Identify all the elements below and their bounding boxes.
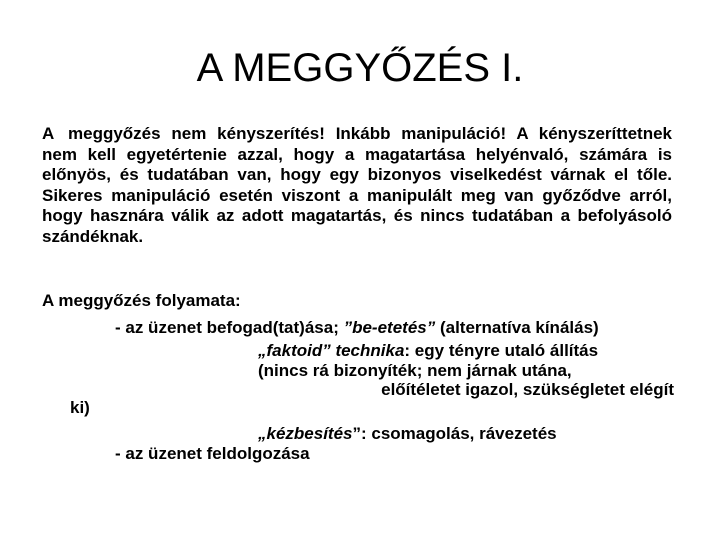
- paragraph-lead: A: [42, 124, 55, 143]
- delivery-line: [258, 424, 557, 444]
- step1-italic: ”be-etetés”: [343, 318, 436, 337]
- factoid-italic: „faktoid” technika: [258, 341, 405, 360]
- step1-prefix: - az üzenet befogad(tat)ása;: [115, 318, 344, 337]
- slide-title: A MEGGYŐZÉS I.: [196, 46, 524, 90]
- delivery-rest: ”: csomagolás, rávezetés: [352, 424, 557, 443]
- process-step-1: [115, 318, 599, 338]
- step1-suffix: (alternatíva kínálás): [435, 318, 599, 337]
- factoid-line-2: (nincs rá bizonyíték; nem járnak utána,: [258, 361, 572, 380]
- factoid-line-4: ki): [70, 398, 90, 417]
- delivery-italic: „kézbesítés: [258, 424, 353, 443]
- intro-paragraph: [42, 124, 672, 247]
- factoid-rest: : egy tényre utaló állítás: [404, 341, 599, 360]
- process-heading: A meggyőzés folyamata:: [42, 291, 241, 310]
- factoid-line: [258, 341, 598, 361]
- process-step-2: - az üzenet feldolgozása: [115, 444, 310, 463]
- paragraph-text: meggyőzés nem kényszerítés! Inkább manipuláció! A kényszeríttetnek nem kell egyetértenie azzal, hogy a magatartása helyénvaló, számára is előnyös, és tudatában van, hogy egy bizonyos viselkedést várnak el tőle. Sikeres manipuláció esetén viszont a manipulált meg van győződve arról, hogy hasznára válik az adott magatartás, és nincs tudatában a befolyásoló szándéknak.: [42, 124, 672, 246]
- factoid-line-3: előítéletet igazol, szükségletet elégít: [381, 380, 674, 399]
